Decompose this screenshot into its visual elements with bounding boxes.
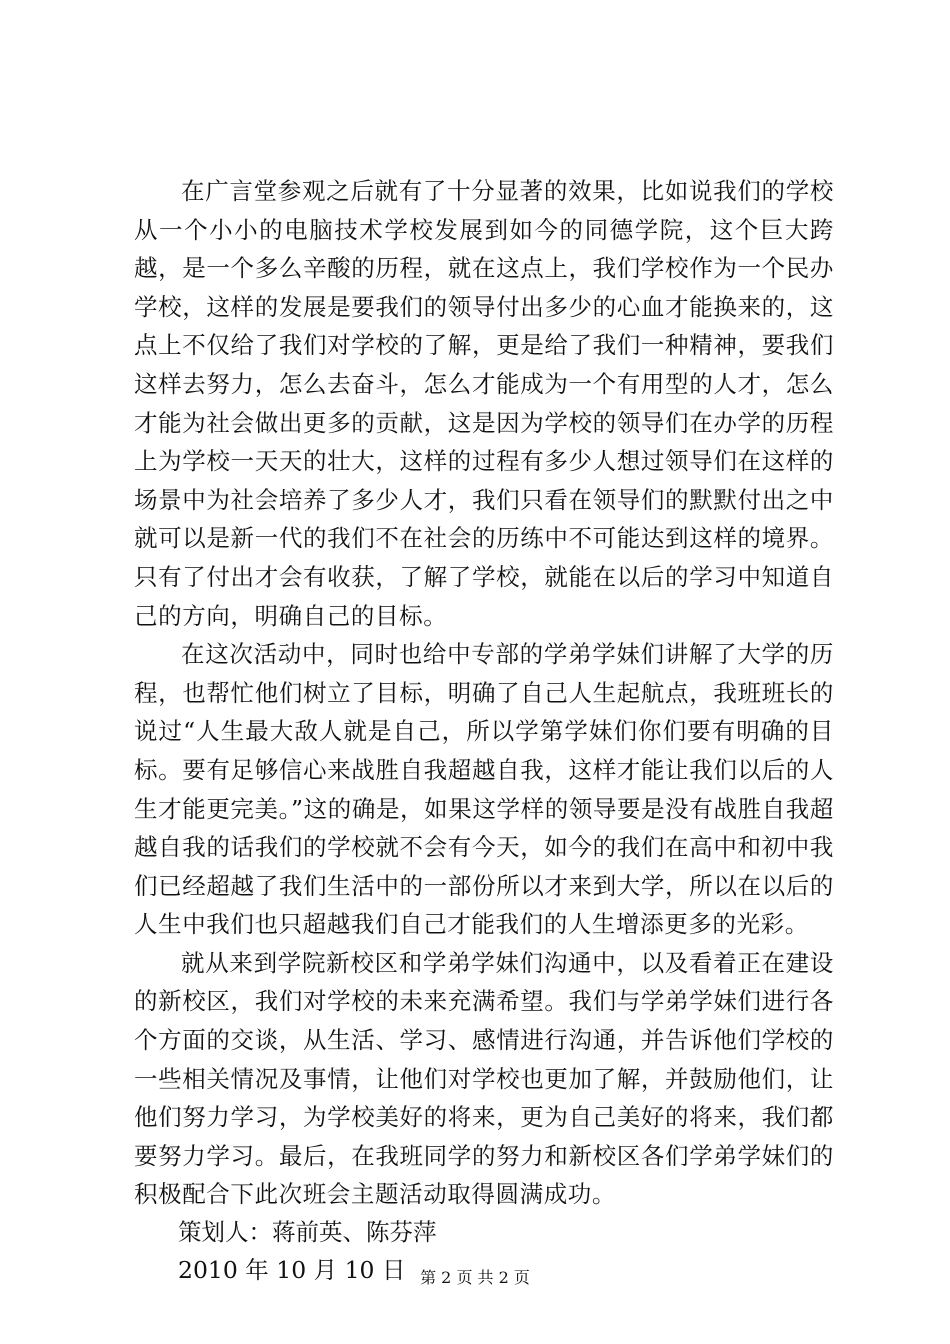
planner-line: 策划人：蒋前英、陈芬萍 bbox=[178, 1218, 437, 1247]
document-body bbox=[134, 172, 834, 1289]
paragraph-activity: 在这次活动中，同时也给中专部的学弟学妹们讲解了大学的历程，也帮忙他们树立了目标，明确了自己人生起航点，我班班长的说过“人生最大敌人就是自己，所以学第学妹们你们要有明确的目标。要有足够信心来战胜自我超越自我，这样才能让我们以后的人生才能更完美。”这的确是，如果这学样的领导要是没有战胜自我超越自我的话我们的学校就不会有今天，如今的我们在高中和初中我们已经超越了我们生活中的一部份所以才来到大学，所以在以后的人生中我们也只超越我们自己才能我们的人生增添更多的光彩。 bbox=[134, 640, 834, 939]
page-footer: 第 2 页 共 2 页 bbox=[420, 1268, 530, 1287]
paragraph-new-campus: 就从来到学院新校区和学弟学妹们沟通中，以及看着正在建设的新校区，我们对学校的未来充满希望。我们与学弟学妹们进行各个方面的交谈，从生活、学习、感情进行沟通，并告诉他们学校的一些相关情况及事情，让他们对学校也更加了解，并鼓励他们，让他们努力学习，为学校美好的将来，更为自己美好的将来，我们都要努力学习。最后，在我班同学的努力和新校区各们学弟学妹们的积极配合下此次班会主题活动取得圆满成功。 bbox=[134, 948, 834, 1209]
paragraph-campus-visit: 在广言堂参观之后就有了十分显著的效果，比如说我们的学校从一个小小的电脑技术学校发展到如今的同德学院，这个巨大跨越，是一个多么辛酸的历程，就在这点上，我们学校作为一个民办学校，这样的发展是要我们的领导付出多少的心血才能换来的，这点上不仅给了我们对学校的了解，更是给了我们一种精神，要我们这样去努力，怎么去奋斗，怎么才能成为一个有用型的人才，怎么才能为社会做出更多的贡献，这是因为学校的领导们在办学的历程上为学校一天天的壮大，这样的过程有多少人想过领导们在这样的场景中为社会培养了多少人才，我们只看在领导们的默默付出之中就可以是新一代的我们不在社会的历练中不可能达到这样的境界。只有了付出才会有收获，了解了学校，就能在以后的学习中知道自己的方向，明确自己的目标。 bbox=[134, 177, 834, 630]
date-line: 2010 年 10 月 10 日 bbox=[178, 1255, 406, 1284]
